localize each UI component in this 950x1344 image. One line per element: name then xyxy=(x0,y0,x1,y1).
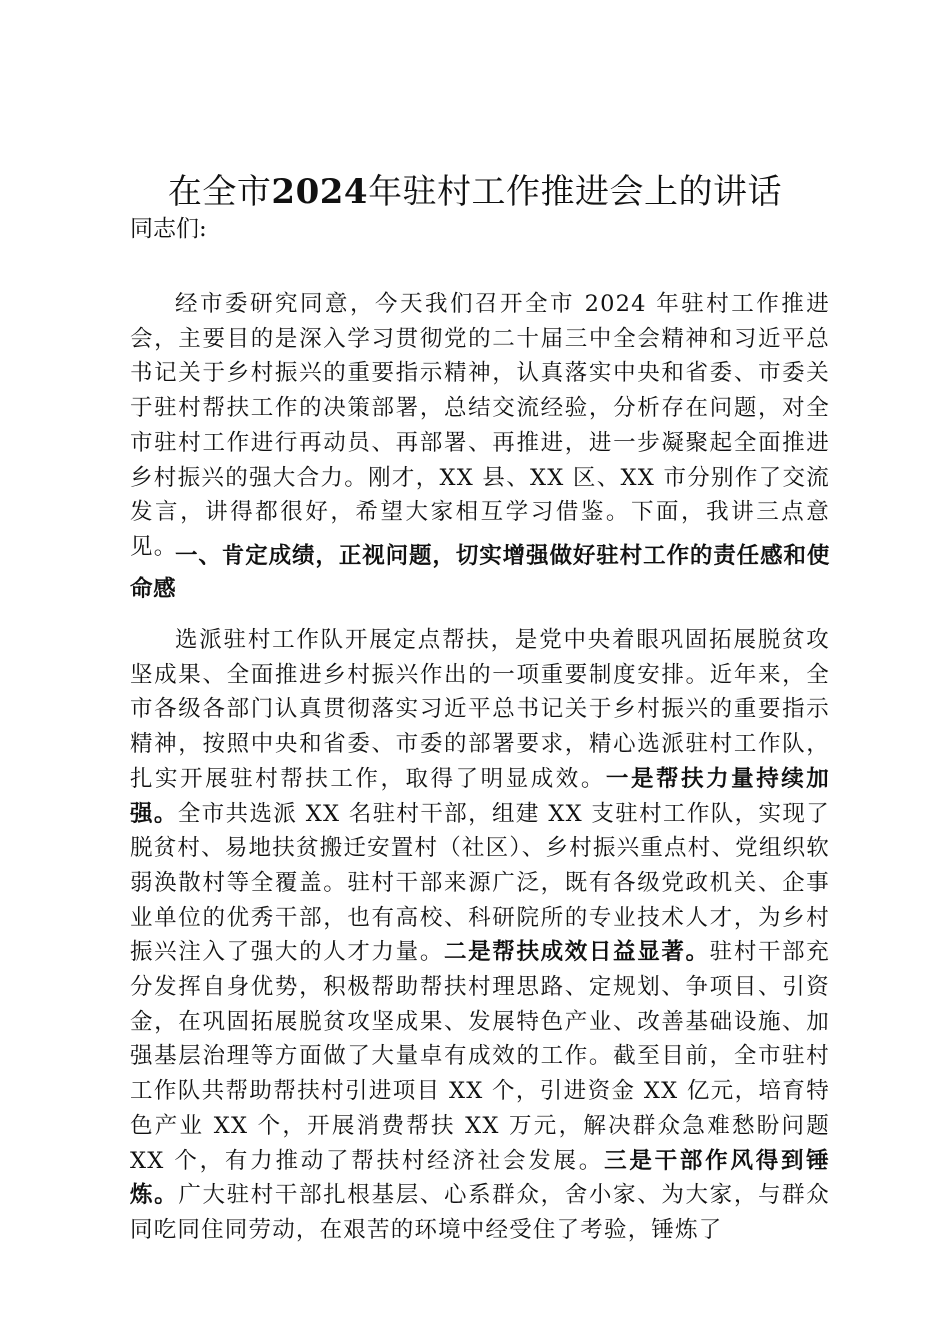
section-1-paragraph xyxy=(130,623,830,1248)
section-1-text-3: 驻村干部充分发挥自身优势，积极帮助帮扶村理思路、定规划、争项目、引资金，在巩固拓展脱贫攻坚成果、发展特色产业、改善基础设施、加强基层治理等方面做了大量卓有成效的工作。截至目前，全市驻村工作队共帮助帮扶村引进项目 XX 个，引进资金 XX 亿元，培育特色产业 XX 个，开展消费帮扶 XX 万元，解决群众急难愁盼问题 XX 个，有力推动了帮扶村经济社会发展。 xyxy=(130,939,830,1174)
title-year: 2024 xyxy=(271,172,369,212)
document-title xyxy=(0,168,950,216)
section-1-text-4: 广大驻村干部扎根基层、心系群众，舍小家、为大家，与群众同吃同住同劳动，在艰苦的环境中经受住了考验，锤炼了 xyxy=(130,1182,830,1243)
lead-point-1: 一是帮扶力量持续加强。 xyxy=(130,765,830,827)
lead-point-2: 二是帮扶成效日益显著。 xyxy=(443,939,710,966)
section-1-heading: 一、肯定成绩，正视问题，切实增强做好驻村工作的责任感和使命感 xyxy=(130,543,830,602)
section-1-text-2: 全市共选派 XX 名驻村干部，组建 XX 支驻村工作队，实现了脱贫村、易地扶贫搬迁安置村（社区）、乡村振兴重点村、党组织软弱涣散村等全覆盖。驻村干部来源广泛，既有各级党政机关、企事业单位的优秀干部，也有高校、科研院所的专业技术人才，为乡村振兴注入了强大的人才力量。 xyxy=(130,800,830,966)
section-1-text-1: 选派驻村工作队开展定点帮扶，是党中央着眼巩固拓展脱贫攻坚成果、全面推进乡村振兴作出的一项重要制度安排。近年来，全市各级各部门认真贯彻落实习近平总书记关于乡村振兴的重要指示精神，按照中央和省委、市委的部署要求，精心选派驻村工作队，扎实开展驻村帮扶工作，取得了明显成效。 xyxy=(130,627,830,792)
lead-point-3: 三是干部作风得到锤炼。 xyxy=(130,1147,830,1209)
salutation: 同志们: xyxy=(130,216,207,242)
title-prefix: 在全市 xyxy=(167,172,272,212)
title-suffix: 年驻村工作推进会上的讲话 xyxy=(368,172,783,212)
intro-paragraph: 经市委研究同意，今天我们召开全市 2024 年驻村工作推进会，主要目的是深入学习贯彻党的二十届三中全会精神和习近平总书记关于乡村振兴的重要指示精神，认真落实中央和省委、市委关于驻村帮扶工作的决策部署，总结交流经验，分析存在问题，对全市驻村工作进行再动员、再部署、再推进，进一步凝聚起全面推进乡村振兴的强大合力。刚才，XX 县、XX 区、XX 市分别作了交流发言，讲得都很好，希望大家相互学习借鉴。下面，我讲三点意见。 xyxy=(130,291,830,560)
